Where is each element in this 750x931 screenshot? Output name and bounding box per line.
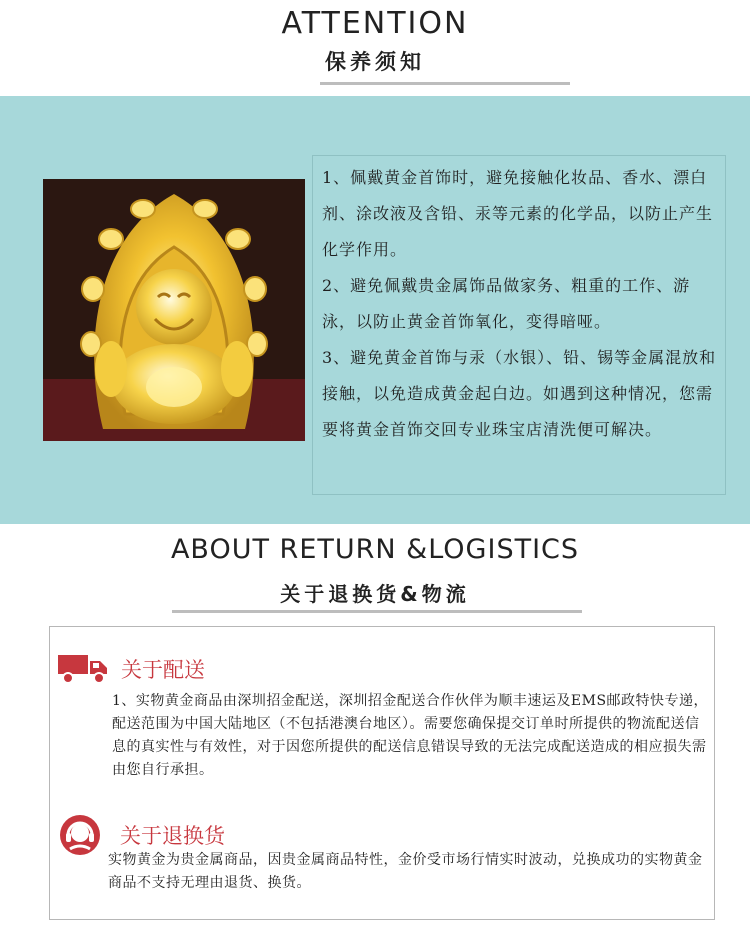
- care-item-1: 1、佩戴黄金首饰时，避免接触化妆品、香水、漂白剂、涂改液及含铅、汞等元素的化学品，以防止产生化学作用。: [322, 168, 714, 259]
- logistics-divider: [172, 610, 582, 613]
- attention-header: [0, 0, 750, 96]
- truck-icon: [57, 652, 109, 684]
- care-item-2: 2、避免佩戴贵金属饰品做家务、粗重的工作、游泳，以防止黄金首饰氧化，变得暗哑。: [322, 276, 691, 331]
- delivery-title: 关于配送: [121, 658, 205, 682]
- returns-title: 关于退换货: [120, 824, 225, 848]
- delivery-text: 1、实物黄金商品由深圳招金配送，深圳招金配送合作伙伴为顺丰速运及EMS邮政特快专递，配送范围为中国大陆地区（不包括港澳台地区）。需要您确保提交订单时所提供的物流配送信息的真实性与有效性，对于因您所提供的配送信息错误导致的无法完成配送造成的相应损失需由您自行承担。: [112, 693, 709, 778]
- care-instructions: [322, 160, 718, 448]
- attention-title-zh: 保养须知: [325, 50, 425, 74]
- returns-text: 实物黄金为贵金属商品，因贵金属商品特性，金价受市场行情实时波动，兑换成功的实物黄金商品不支持无理由退货、换货。: [108, 852, 703, 891]
- logistics-title-zh: 关于退换货&物流: [280, 582, 470, 606]
- care-item-3: 3、避免黄金首饰与汞（水银）、铅、锡等金属混放和接触，以免造成黄金起白边。如遇到这种情况，您需要将黄金首饰交回专业珠宝店清洗便可解决。: [322, 348, 717, 439]
- customer-service-headset-icon: [58, 813, 102, 857]
- logistics-title-en: ABOUT RETURN &LOGISTICS: [170, 534, 580, 565]
- gold-buddha-photo: [43, 179, 305, 441]
- attention-title-en: ATTENTION: [281, 6, 469, 41]
- attention-divider: [320, 82, 570, 85]
